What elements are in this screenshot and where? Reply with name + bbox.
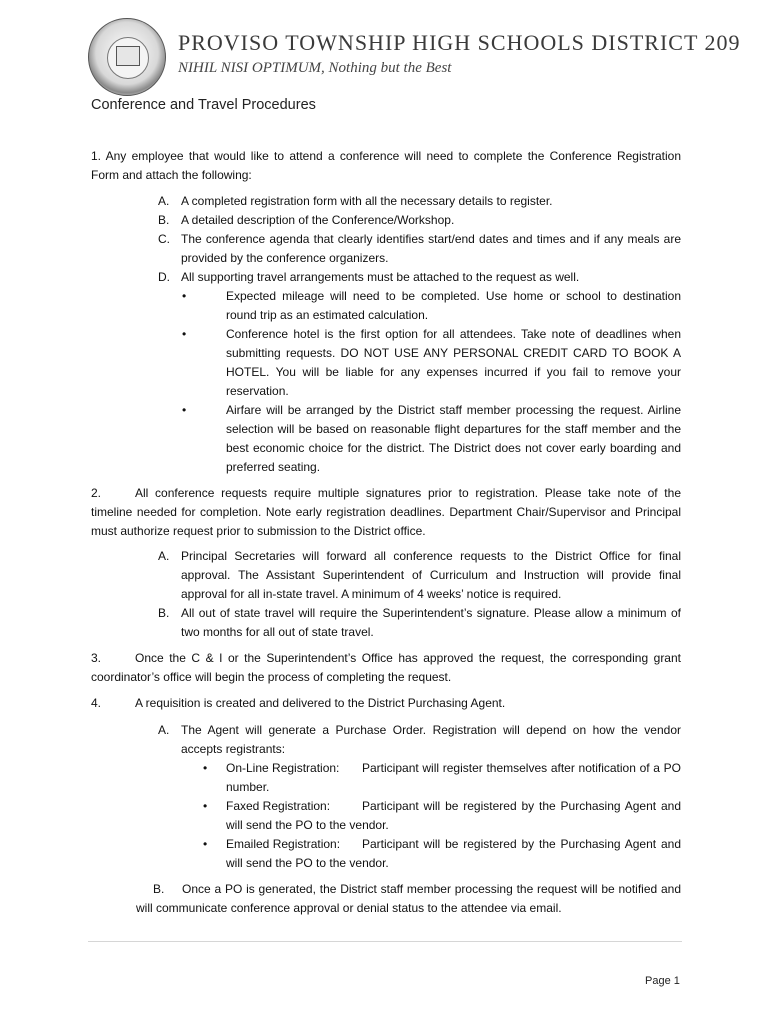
bullet-icon: • [203,837,208,851]
bullet-icon: • [182,327,187,341]
list-item [226,797,681,835]
registration-note: Participant will register themselves after notification of a PO number. [226,761,681,794]
section-text: A requisition is created and delivered to the District Purchasing Agent. [135,696,506,710]
list-item: The Agent will generate a Purchase Order. Registration will depend on how the vendor accepts registrants: [181,723,681,756]
list-marker: A. [158,549,170,563]
page-number: Page 1 [645,975,680,987]
registration-type: Emailed Registration: [226,837,341,851]
section-number: 2. [91,486,102,500]
bullet-icon: • [203,761,208,775]
letterhead [88,18,748,96]
list-item [226,835,681,873]
registration-note: Participant will be registered by the Purchasing Agent and will send the PO to the vendor. [226,837,681,870]
bullet-icon: • [182,403,187,417]
list-marker: C. [158,232,170,246]
bullet-icon: • [182,289,187,303]
district-motto: NIHIL NISI OPTIMUM, Nothing but the Best [178,60,452,76]
list-item-text: Once a PO is generated, the District staff member processing the request will be notified and will communicate conference approval or denial status to the attendee via email. [136,882,681,915]
list-marker: D. [158,270,170,284]
list-item: Conference hotel is the first option for all attendees. Take note of deadlines when submitting requests. DO NOT USE ANY PERSONAL CREDIT CARD TO BOOK A HOTEL. You will be liable for any expenses incurred if you fail to remove your reservation. [226,327,681,398]
registration-type: Faxed Registration: [226,799,331,813]
section-3-intro [91,649,681,687]
footer-divider [88,941,682,942]
list-marker: B. [158,213,170,227]
list-item: A completed registration form with all the necessary details to register. [181,194,553,208]
list-marker: B. [158,606,170,620]
bullet-icon: • [203,799,208,813]
list-item: A detailed description of the Conference/Workshop. [181,213,455,227]
list-item: All supporting travel arrangements must be attached to the request as well. [181,270,580,284]
registration-type: On-Line Registration: [226,761,340,775]
section-number: 4. [91,696,102,710]
district-name: PROVISO TOWNSHIP HIGH SCHOOLS DISTRICT 209 [178,30,741,55]
book-icon [116,46,140,66]
list-item [226,759,681,797]
list-item [136,880,681,918]
district-seal [88,18,166,96]
list-item: Expected mileage will need to be completed. Use home or school to destination round trip as an estimated calculation. [226,289,681,322]
section-text: Once the C & I or the Superintendent’s Office has approved the request, the corresponding grant coordinator’s office will begin the process of completing the request. [91,651,681,684]
list-item: Principal Secretaries will forward all conference requests to the District Office for final approval. The Assistant Superintendent of Curriculum and Instruction will provide final approval for all in-state travel. A minimum of 4 weeks’ notice is required. [181,549,681,601]
list-marker: B. [153,882,165,896]
list-marker: A. [158,194,170,208]
list-item: All out of state travel will require the Superintendent’s signature. Please allow a minimum of two months for all out of state travel. [181,606,681,639]
section-2-intro [91,484,681,541]
list-marker: A. [158,723,170,737]
registration-note: Participant will be registered by the Purchasing Agent and will send the PO to the vendor. [226,799,681,832]
list-item: Airfare will be arranged by the District staff member processing the request. Airline selection will be based on reasonable flight departures for the staff member and the best economic choice for the district. The District does not cover early boarding and preferred seating. [226,403,681,474]
list-item: The conference agenda that clearly identifies start/end dates and times and if any meals are provided by the conference organizers. [181,232,681,265]
document-title: Conference and Travel Procedures [91,97,316,113]
section-4-intro [91,694,681,713]
section-number: 3. [91,651,102,665]
section-1-intro: 1. Any employee that would like to attend a conference will need to complete the Conference Registration Form and attach the following: [91,149,681,182]
section-text: All conference requests require multiple signatures prior to registration. Please take note of the timeline needed for completion. Note early registration deadlines. Department Chair/Supervisor and Principal must authorize request prior to submission to the District office. [91,486,681,538]
